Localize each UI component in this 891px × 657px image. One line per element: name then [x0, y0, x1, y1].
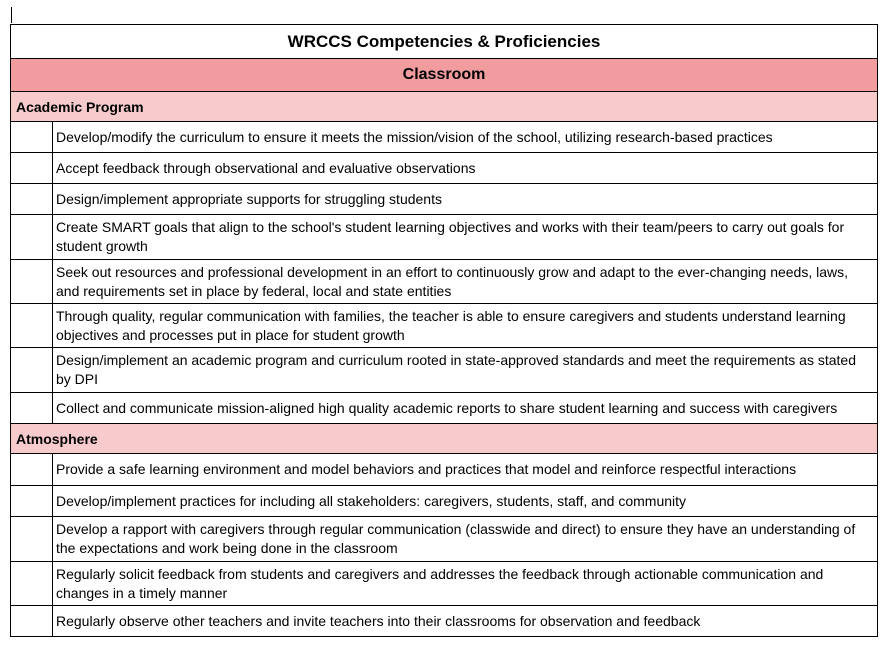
competency-text[interactable]: Seek out resources and professional development in an effort to continuously grow and adapt to the ever-changing needs, laws, and requirements set in place by federal, local and state entities: [53, 260, 878, 304]
competency-text[interactable]: Regularly solicit feedback from students and caregivers and addresses the feedback through actionable communication and changes in a timely manner: [53, 562, 878, 606]
competency-text[interactable]: Through quality, regular communication with families, the teacher is able to ensure caregivers and students understand learning objectives and processes put in place for student growth: [53, 304, 878, 348]
table-title[interactable]: WRCCS Competencies & Proficiencies: [11, 25, 878, 59]
check-cell[interactable]: [11, 304, 53, 348]
competencies-table: [10, 24, 878, 637]
table-row: [11, 304, 878, 348]
table-row: [11, 393, 878, 424]
table-row: [11, 122, 878, 153]
table-row: [11, 260, 878, 304]
title-row: [11, 25, 878, 59]
competency-text[interactable]: Design/implement an academic program and curriculum rooted in state-approved standards and meet the requirements as stated by DPI: [53, 348, 878, 393]
check-cell[interactable]: [11, 517, 53, 562]
check-cell[interactable]: [11, 486, 53, 517]
competency-text[interactable]: Develop a rapport with caregivers through regular communication (classwide and direct) to ensure they have an understanding of the expectations and work being done in the classroom: [53, 517, 878, 562]
check-cell[interactable]: [11, 153, 53, 184]
check-cell[interactable]: [11, 606, 53, 637]
check-cell[interactable]: [11, 122, 53, 153]
table-row: [11, 517, 878, 562]
table-row: [11, 562, 878, 606]
section-row: [11, 59, 878, 92]
group-heading[interactable]: Atmosphere: [11, 424, 878, 454]
table-row: [11, 348, 878, 393]
competency-text[interactable]: Create SMART goals that align to the school's student learning objectives and works with their team/peers to carry out goals for student growth: [53, 215, 878, 260]
competency-text[interactable]: Accept feedback through observational and evaluative observations: [53, 153, 878, 184]
section-heading-classroom[interactable]: Classroom: [11, 59, 878, 92]
competency-text[interactable]: Provide a safe learning environment and model behaviors and practices that model and reinforce respectful interactions: [53, 454, 878, 486]
competency-text[interactable]: Develop/implement practices for including all stakeholders: caregivers, students, staff, and community: [53, 486, 878, 517]
check-cell[interactable]: [11, 184, 53, 215]
check-cell[interactable]: [11, 454, 53, 486]
competency-text[interactable]: Develop/modify the curriculum to ensure it meets the mission/vision of the school, utilizing research-based practices: [53, 122, 878, 153]
competency-text[interactable]: Collect and communicate mission-aligned high quality academic reports to share student learning and success with caregivers: [53, 393, 878, 424]
group-row-atmosphere: [11, 424, 878, 454]
check-cell[interactable]: [11, 393, 53, 424]
check-cell[interactable]: [11, 562, 53, 606]
group-heading[interactable]: Academic Program: [11, 92, 878, 122]
text-cursor: [11, 7, 12, 23]
competency-text[interactable]: Design/implement appropriate supports for struggling students: [53, 184, 878, 215]
table-row: [11, 153, 878, 184]
group-row-academic-program: [11, 92, 878, 122]
table-row: [11, 184, 878, 215]
check-cell[interactable]: [11, 348, 53, 393]
table-row: [11, 486, 878, 517]
check-cell[interactable]: [11, 260, 53, 304]
table-row: [11, 454, 878, 486]
competency-text[interactable]: Regularly observe other teachers and invite teachers into their classrooms for observation and feedback: [53, 606, 878, 637]
table-row: [11, 215, 878, 260]
table-row: [11, 606, 878, 637]
check-cell[interactable]: [11, 215, 53, 260]
